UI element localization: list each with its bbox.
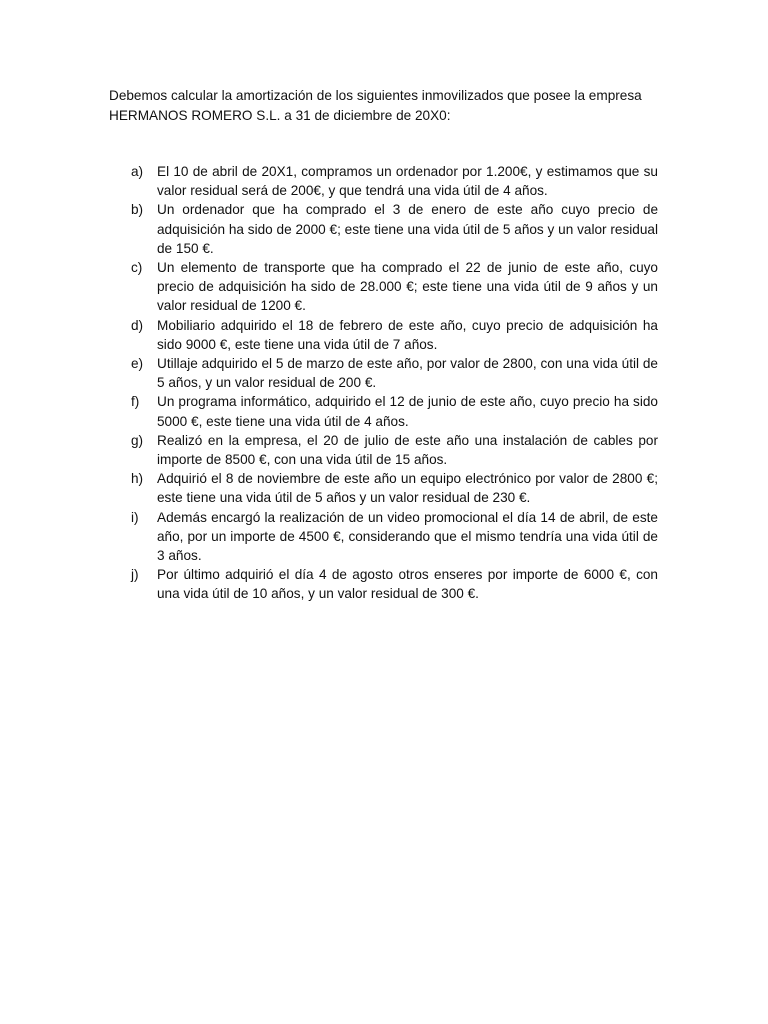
list-item — [131, 354, 658, 392]
list-marker: f) — [131, 394, 140, 410]
list-item — [131, 431, 658, 469]
list-marker: b) — [131, 202, 144, 218]
list-marker: h) — [131, 471, 144, 487]
list-item-text: Utillaje adquirido el 5 de marzo de este año, por valor de 2800, con una vida útil de 5 años, y un valor residual de 200 €. — [157, 356, 658, 391]
intro-paragraph: Debemos calcular la amortización de los siguientes inmovilizados que posee la empresa HERMANOS ROMERO S.L. a 31 de diciembre de 20X0: — [109, 88, 642, 123]
list-item-text: Realizó en la empresa, el 20 de julio de este año una instalación de cables por importe de 8500 €, con una vida útil de 15 años. — [157, 432, 658, 468]
list-item — [131, 469, 658, 507]
list-marker: d) — [131, 317, 144, 333]
asset-list — [131, 162, 658, 604]
list-item — [131, 565, 658, 603]
list-item-text: Un programa informático, adquirido el 12 de junio de este año, cuyo precio ha sido 5000 €, este tiene una vida útil de 4 años. — [157, 394, 658, 429]
list-item-text: Mobiliario adquirido el 18 de febrero de este año, cuyo precio de adquisición ha sido 9000 €, este tiene una vida útil de 7 años. — [157, 317, 658, 352]
list-marker: a) — [131, 164, 144, 179]
list-item-text: El 10 de abril de 20X1, compramos un ordenador por 1.200€, y estimamos que su valor residual será de 200€, y que tendrá una vida útil de 4 años. — [157, 164, 658, 199]
list-item — [131, 200, 658, 258]
list-marker: e) — [131, 356, 144, 372]
list-marker: g) — [131, 432, 144, 448]
list-item — [131, 508, 658, 566]
list-item-text: Un elemento de transporte que ha comprado el 22 de junio de este año, cuyo precio de adquisición ha sido de 28.000 €; este tiene una vida útil de 9 años y un valor residual de 1200 €. — [157, 260, 658, 314]
list-item — [131, 162, 658, 200]
list-item — [131, 316, 658, 354]
list-item-text: Adquirió el 8 de noviembre de este año un equipo electrónico por valor de 2800 €; este tiene una vida útil de 5 años y un valor residual de 230 €. — [157, 471, 658, 506]
list-marker: j) — [131, 567, 139, 583]
list-marker: c) — [131, 260, 143, 276]
list-item-text: Un ordenador que ha comprado el 3 de enero de este año cuyo precio de adquisición ha sido de 2000 €; este tiene una vida útil de 5 años y un valor residual de 150 €. — [157, 202, 658, 256]
list-item — [131, 258, 658, 316]
list-item — [131, 392, 658, 430]
list-item-text: Además encargó la realización de un video promocional el día 14 de abril, de este año, por un importe de 4500 €, considerando que el mismo tendría una vida útil de 3 años. — [157, 509, 658, 564]
list-item-text: Por último adquirió el día 4 de agosto otros enseres por importe de 6000 €, con una vida útil de 10 años, y un valor residual de 300 €. — [157, 567, 658, 602]
list-marker: i) — [131, 509, 139, 525]
